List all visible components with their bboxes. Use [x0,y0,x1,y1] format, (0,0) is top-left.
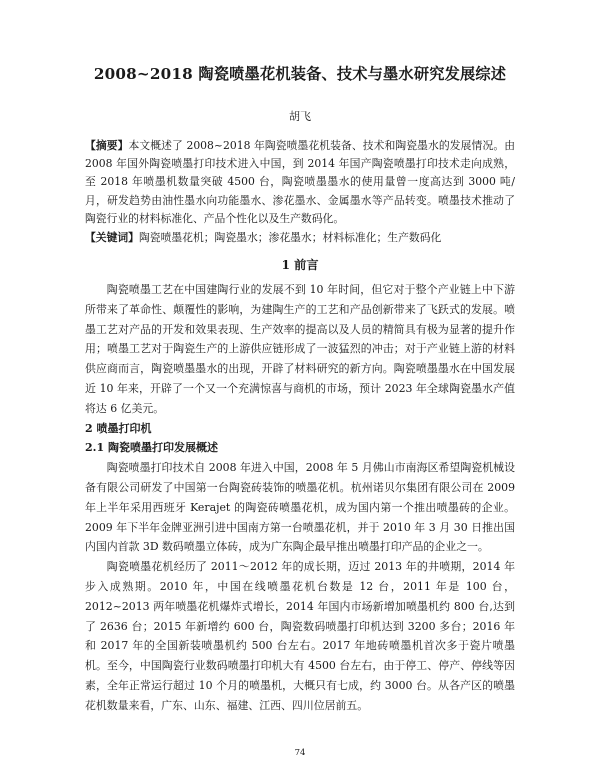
keywords-label: 【关键词】 [85,231,139,245]
section-heading-printer: 2 喷墨打印机 [85,421,152,435]
page-number: 74 [294,748,306,758]
abstract-label: 【摘要】 [85,139,129,152]
author-name: 胡飞 [289,110,311,123]
abstract-text: 本文概述了 2008~2018 年陶瓷喷墨花机装备、技术和陶瓷墨水的发展情况。由 2008 年国外陶瓷喷墨打印技术进入中国，到 2014 年国产陶瓷喷墨打印技术走向成熟，至 2018 年喷墨机数量突破 4500 台，陶瓷喷墨墨水的使用量曾一度高达到 3000 吨/月，研发趋势由油性墨水向功能墨水、渗花墨水、金属墨水等产品转变。喷墨技术推动了陶瓷行业的材料标准化、产品个性化以及生产数码化。 [85,139,515,225]
section-heading-intro: 1 前言 [281,258,319,273]
body-paragraph: 陶瓷喷墨花机经历了 2011～2012 年的成长期，迈过 2013 年的井喷期，2014 年步入成熟期。2010 年，中国在线喷墨花机台数是 12 台，2011 年是 100 台，2012~2013 两年喷墨花机爆炸式增长，2014 年国内市场新增加喷墨机约 800 台,达到了 2636 台；2015 年新增约 600 台，陶瓷数码喷墨打印机达到 3200 多台；2016 年和 2017 年的全国新装喷墨机约 500 台左右。2017 年地砖喷墨机首次多于瓷片喷墨机。至今，中国陶瓷行业数码喷墨打印机大有 4500 台左右，由于停工、停产、停线等因素，全年正常运行超过 10 个月的喷墨机，大概只有七成，约 3000 台。从各产区的喷墨花机数量来看，广东、山东、福建、江西、四川位居前五。 [85,560,515,712]
body-paragraph: 陶瓷喷墨工艺在中国建陶行业的发展不到 10 年时间，但它对于整个产业链上中下游所带来了革命性、颠覆性的影响，为建陶生产的工艺和产品创新带来了飞跃式的发展。喷墨工艺对产品的开发和效果表现、生产效率的提高以及人员的精简具有极为显著的提升作用；喷墨工艺对于陶瓷生产的上游供应链形成了一波猛烈的冲击；对于产业链上游的材料供应商而言，陶瓷喷墨墨水的出现，开辟了材料研究的新方向。陶瓷喷墨墨水在中国发展近 10 年来，开辟了一个又一个充满惊喜与商机的市场，预计 2023 年全球陶瓷墨水产值将达 6 亿美元。 [85,283,515,415]
keywords-text: 陶瓷喷墨花机；陶瓷墨水；渗花墨水；材料标准化；生产数码化 [138,231,442,245]
abstract [85,137,515,228]
paper-page [85,0,515,716]
paper-title: 2008~2018 陶瓷喷墨花机装备、技术与墨水研究发展综述 [93,65,507,83]
body-paragraph: 陶瓷喷墨打印技术自 2008 年进入中国，2008 年 5 月佛山市南海区希望陶瓷机械设备有限公司研发了中国第一台陶瓷砖装饰的喷墨花机。杭州诺贝尔集团有限公司在 2009 年上半年采用西班牙 Kerajet 的陶瓷砖喷墨花机，成为国内第一个推出喷墨砖的企业。2009 年下半年金牌亚洲引进中国南方第一台喷墨花机，并于 2010 年 3 月 30 日推出国内国内首款 3D 数码喷墨立体砖，成为广东陶企最早推出喷墨打印产品的企业之一。 [85,461,515,554]
keywords [85,229,515,246]
subsection-heading-overview: 2.1 陶瓷喷墨打印发展概述 [85,441,218,455]
